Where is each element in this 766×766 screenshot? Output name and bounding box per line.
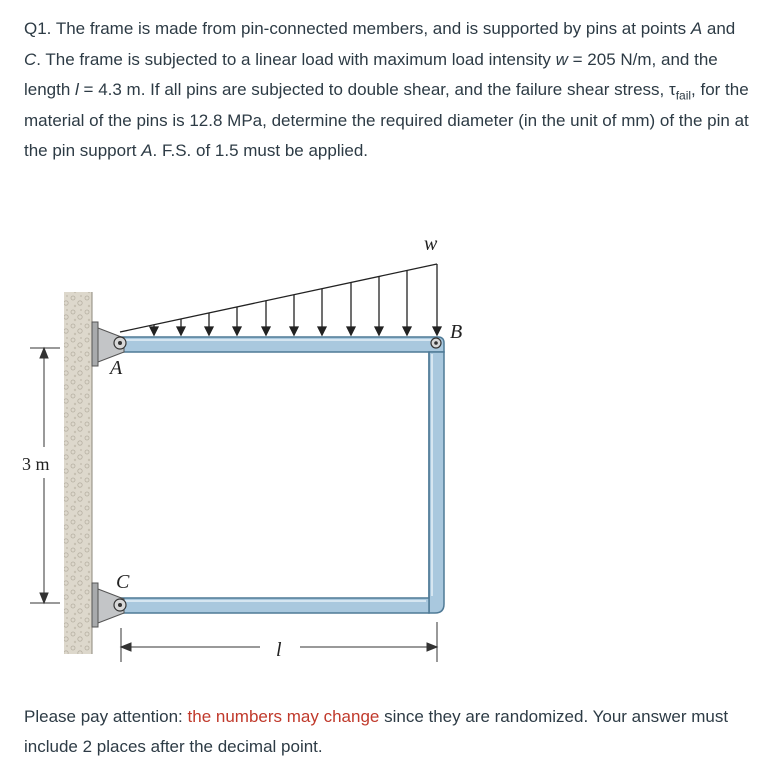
warning-text: the numbers may change <box>187 707 380 726</box>
w-symbol: w <box>555 49 568 69</box>
l-symbol: l <box>75 80 79 99</box>
load-intensity-label: w <box>424 233 438 255</box>
point-a-ref: A <box>690 19 703 38</box>
load-arrows <box>150 270 441 335</box>
frame-members <box>116 337 444 613</box>
linear-load <box>120 264 437 333</box>
point-c-label: C <box>116 571 130 593</box>
point-b-label: B <box>450 321 463 343</box>
question-label: Q1. <box>24 19 52 38</box>
length-label: l <box>276 639 282 661</box>
tau-subscript: fail <box>675 88 692 103</box>
pin-b <box>431 338 441 348</box>
question-text: Q1. The frame is made from pin-connected members, and is supported by pins at points A and C. The frame is subjected to a linear load with maximum load intensity w = 205 N/m, and the length l = 4.3 m. If all pins are subjected to double shear, and the failure shear stress, $\tau_{fail}$, for the material of the pins is 12.8 MPa, determine the required diameter (in the unit of mm) of the pin at the pin support A. F.S. of 1.5 must be applied. <box>24 19 749 160</box>
point-a-ref-2: A <box>141 141 153 160</box>
wall <box>64 292 92 654</box>
point-a-label: A <box>110 357 123 379</box>
height-dimension <box>30 348 60 603</box>
height-label: 3 m <box>22 454 50 474</box>
randomization-note: Please pay attention: the numbers may change since they are randomized. Your answer must include 2 places after the decimal point. <box>24 707 729 756</box>
point-c-ref: C <box>24 49 37 69</box>
